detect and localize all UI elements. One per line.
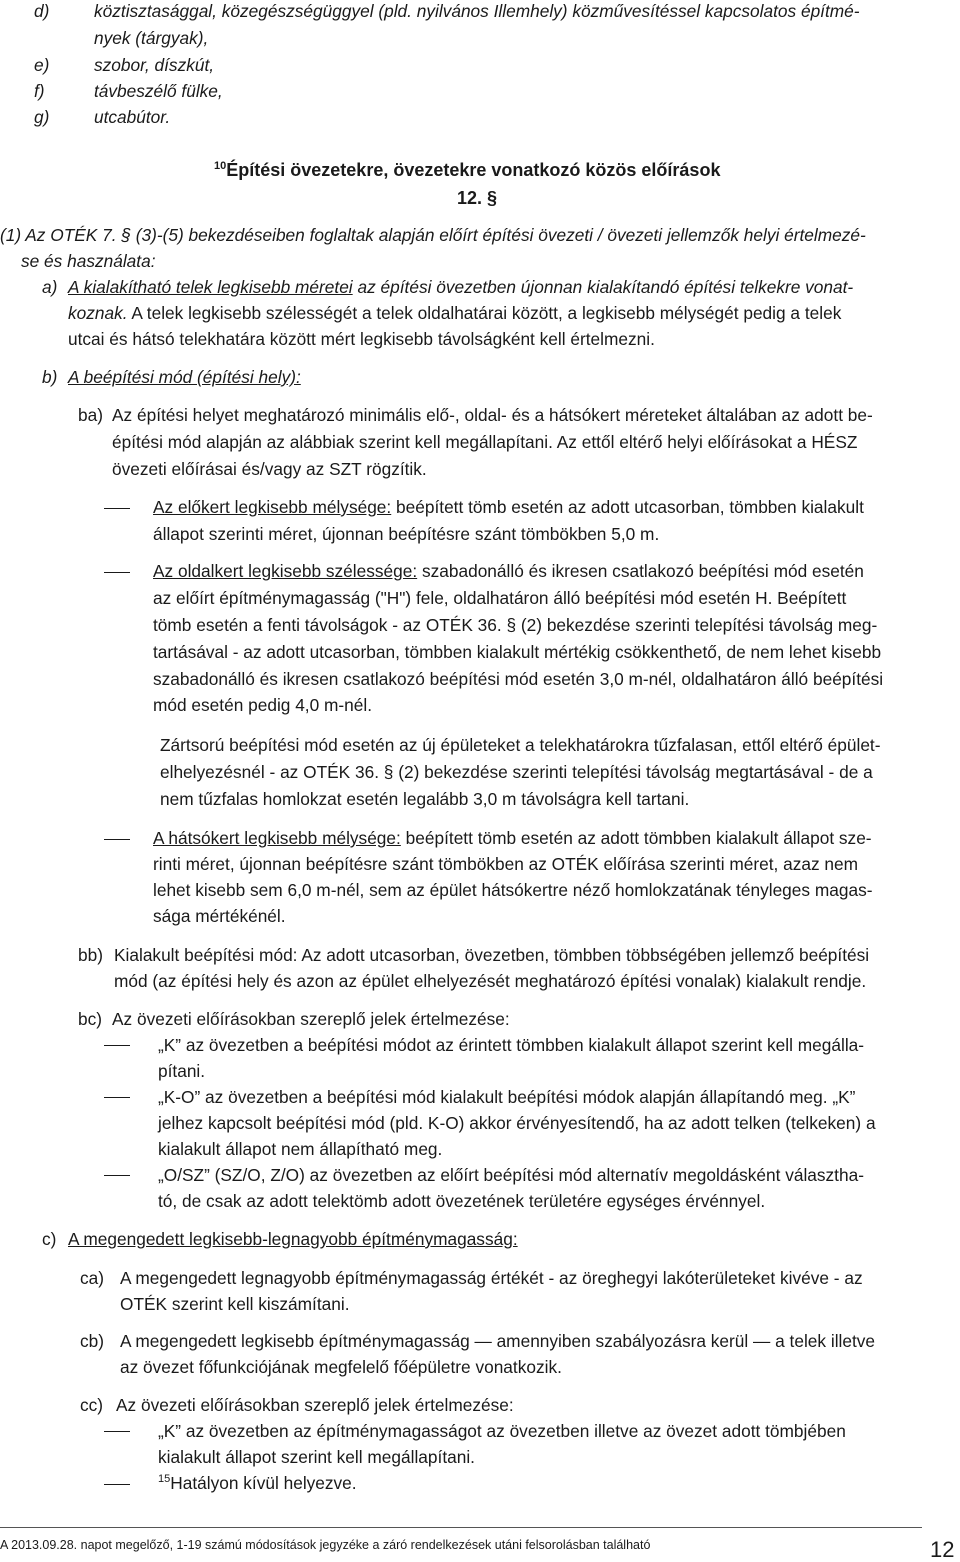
list-item-g: utcabútor. [94, 107, 171, 127]
item-c-heading: A megengedett legkisebb-legnagyobb építménymagasság: [68, 1229, 518, 1249]
bc-ko-line1: „K-O” az övezetben a beépítési mód kialakult beépítési módok alapján állapítandó meg. „K” [158, 1087, 856, 1107]
list-label-d: d) [34, 1, 50, 21]
section-number: 12. § [457, 188, 498, 208]
oldalkert-line1 [153, 558, 864, 585]
section-title-text: Építési övezetekre, övezetekre vonatkozó közös előírások [226, 160, 721, 180]
cc-repealed [158, 1470, 357, 1497]
item-a-label: a) [42, 277, 58, 297]
oldalkert-line1-rest: szabadonálló és ikresen csatlakozó beépítési mód esetén [417, 561, 864, 581]
para1-line2: se és használata: [21, 251, 156, 271]
zartsoru-line1: Zártsorú beépítési mód esetén az új épületeket a telekhatárokra tűzfalasan, ettől eltérő épület- [160, 735, 881, 755]
zartsoru-line2: elhelyezésnél - az OTÉK 36. § (2) bekezdése szerinti telepítési távolság megtartásával - de a [160, 762, 873, 782]
hatsokert-line2: rinti méret, újonnan beépítésre szánt tömbökben az OTÉK előírása szerinti méret, azaz nem [153, 854, 859, 874]
item-a-heading: A kialakítható telek legkisebb méretei [68, 277, 353, 297]
footer-text: A 2013.09.28. napot megelőző, 1-19 számú módosítások jegyzéke a záró rendelkezések utáni felsorolásban található [0, 1538, 651, 1552]
dash-bullet [104, 1431, 130, 1432]
item-a-line1 [68, 274, 853, 301]
bc-ko-line3: kialakult állapot nem állapítható meg. [158, 1139, 443, 1159]
item-a-line2-italic: koznak. [68, 303, 128, 323]
item-a-line2 [68, 300, 841, 327]
ba-label: ba) [78, 405, 103, 425]
dash-bullet [104, 1097, 130, 1098]
footnote-ref-10[interactable]: 10 [214, 160, 227, 172]
dash-bullet [104, 1045, 130, 1046]
page-number: 12 [930, 1537, 955, 1562]
cb-label: cb) [80, 1331, 105, 1351]
item-a-line2-normal: A telek legkisebb szélességét a telek oldalhatárai között, a legkisebb mélységét pedig a telek [127, 303, 842, 323]
cc-label: cc) [80, 1395, 104, 1415]
list-label-g: g) [34, 107, 50, 127]
list-label-e: e) [34, 55, 50, 75]
bb-label: bb) [78, 945, 103, 965]
item-b-label: b) [42, 367, 58, 387]
zartsoru-line3: nem tűzfalas homlokzat esetén legalább 3,0 m távolságra kell tartani. [160, 789, 690, 809]
list-item-d-line1: köztisztasággal, közegészségüggyel (pld. nyilvános Illemhely) közművesítéssel kapcsolatos építmé- [94, 1, 860, 21]
oldalkert-line3: tömb esetén a fenti távolságok - az OTÉK 36. § (2) bekezdése szerinti telepítési távolság meg- [153, 615, 878, 635]
bc-k-line2: pítani. [158, 1061, 206, 1081]
item-a-line3: utcai és hátsó telekhatára között mért legkisebb távolságként kell értelmezni. [68, 329, 655, 349]
ca-label: ca) [80, 1268, 105, 1288]
elokert-heading: Az előkert legkisebb mélysége: [153, 497, 392, 517]
oldalkert-line2: az előírt építménymagasság ("H") fele, oldalhatáron álló beépítési mód esetén H. Beépített [153, 588, 847, 608]
para1-line1: (1) Az OTÉK 7. § (3)-(5) bekezdéseiben foglaltak alapján előírt építési övezeti / övezeti jellemzők helyi értelmezé- [0, 225, 866, 245]
cb-line1: A megengedett legkisebb építménymagasság — amennyiben szabályozásra kerül — a telek illetve [120, 1331, 876, 1351]
oldalkert-line4: tartásával - az adott utcasorban, tömbben kialakult mértékig csökkenthető, de nem lehet kisebb [153, 642, 882, 662]
cc-k-line2: kialakult állapot szerint kell megállapítani. [158, 1447, 475, 1467]
footnote-ref-15[interactable]: 15 [158, 1473, 171, 1485]
dash-bullet [104, 508, 130, 509]
list-item-d-line2: nyek (tárgyak), [94, 28, 209, 48]
item-b-heading: A beépítési mód (építési hely): [68, 367, 301, 387]
bc-osz-line2: tó, de csak az adott telektömb adott övezetének területére egységes érvénnyel. [158, 1191, 766, 1211]
bc-osz-line1: „O/SZ” (SZ/O, Z/O) az övezetben az előírt beépítési mód alternatív megoldásként választha- [158, 1165, 864, 1185]
bb-line2: mód (az építési hely és azon az épület elhelyezését meghatározó építési vonalak) kialakult rendje. [114, 971, 867, 991]
dash-bullet [104, 839, 130, 840]
oldalkert-line5: szabadonálló és ikresen csatlakozó beépítési mód esetén 3,0 m-nél, oldalhatáron álló beépítési [153, 669, 884, 689]
cb-line2: az övezet főfunkciójának megfelelő főépületre vonatkozik. [120, 1357, 562, 1377]
section-title [214, 157, 720, 184]
ca-line1: A megengedett legnagyobb építménymagasság értékét - az öreghegyi lakóterületeket kivéve - az [120, 1268, 863, 1288]
cc-repealed-text: Hatályon kívül helyezve. [170, 1473, 357, 1493]
hatsokert-line4: sága mértékénél. [153, 906, 286, 926]
dash-bullet [104, 572, 130, 573]
item-a-line1-rest: az építési övezetben újonnan kialakítandó építési telkekre vonat- [352, 277, 854, 297]
bb-line1: Kialakult beépítési mód: Az adott utcasorban, övezetben, tömbben többségében jellemző beépítési [114, 945, 870, 965]
ca-line2: OTÉK szerint kell kiszámítani. [120, 1294, 350, 1314]
hatsokert-line1-rest: beépített tömb esetén az adott tömbben kialakult állapot sze- [400, 828, 872, 848]
hatsokert-line1 [153, 825, 872, 852]
elokert-line2: állapot szerinti méret, újonnan beépítésre szánt tömbökben 5,0 m. [153, 524, 660, 544]
bc-ko-line2: jelhez kapcsolt beépítési mód (pld. K-O) akkor érvényesítendő, ha az adott telken (telkeken) a [158, 1113, 876, 1133]
ba-line2: építési mód alapján az alábbiak szerint kell megállapítani. Az ettől eltérő helyi előírásokat a HÉSZ [112, 432, 858, 452]
list-item-e: szobor, díszkút, [94, 55, 215, 75]
elokert-line1-rest: beépített tömb esetén az adott utcasorban, tömbben kialakult [391, 497, 864, 517]
oldalkert-heading: Az oldalkert legkisebb szélessége: [153, 561, 418, 581]
bc-label: bc) [78, 1009, 103, 1029]
elokert-line1 [153, 494, 864, 521]
cc-k-line1: „K” az övezetben az építménymagasságot az övezetben illetve az övezet adott tömbjében [158, 1421, 846, 1441]
dash-bullet [104, 1484, 130, 1485]
bc-text: Az övezeti előírásokban szereplő jelek értelmezése: [112, 1009, 510, 1029]
item-c-label: c) [42, 1229, 57, 1249]
ba-line3: övezeti előírásai és/vagy az SZT rögzítik. [112, 459, 427, 479]
list-label-f: f) [34, 81, 45, 101]
dash-bullet [104, 1175, 130, 1176]
cc-text: Az övezeti előírásokban szereplő jelek értelmezése: [116, 1395, 514, 1415]
ba-line1: Az építési helyet meghatározó minimális elő-, oldal- és a hátsókert méreteket általában az adott be- [112, 405, 873, 425]
list-item-f: távbeszélő fülke, [94, 81, 223, 101]
footer-rule [0, 1527, 922, 1528]
hatsokert-line3: lehet kisebb sem 6,0 m-nél, sem az épület hátsókertre néző homlokzatának tényleges magas- [153, 880, 873, 900]
hatsokert-heading: A hátsókert legkisebb mélysége: [153, 828, 401, 848]
bc-k-line1: „K” az övezetben a beépítési módot az érintett tömbben kialakult állapot szerint kell megálla- [158, 1035, 865, 1055]
oldalkert-line6: mód esetén pedig 4,0 m-nél. [153, 695, 373, 715]
